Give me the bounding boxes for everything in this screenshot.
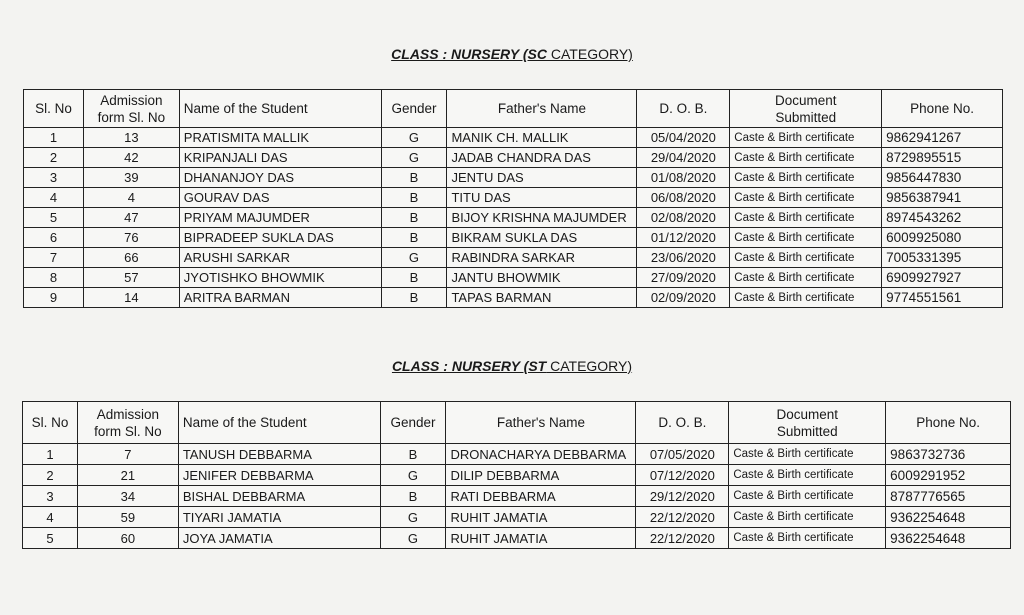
cell-student-name: PRATISMITA MALLIK <box>179 128 381 148</box>
cell-admission-no: 59 <box>77 507 178 528</box>
cell-admission-no: 34 <box>77 486 178 507</box>
cell-sl-no: 6 <box>24 228 84 248</box>
table-row <box>24 268 1003 288</box>
cell-document: Caste & Birth certificate <box>730 128 882 148</box>
header-dob: D. O. B. <box>637 90 730 128</box>
cell-sl-no: 7 <box>24 248 84 268</box>
cell-gender: B <box>380 486 446 507</box>
st-title-category: CATEGORY) <box>546 358 633 374</box>
cell-sl-no: 2 <box>23 465 78 486</box>
cell-father-name: MANIK CH. MALLIK <box>447 128 637 148</box>
header-document: Document Submitted <box>730 90 882 128</box>
cell-gender: G <box>381 148 447 168</box>
cell-student-name: ARUSHI SARKAR <box>179 248 381 268</box>
sc-table-body <box>24 128 1003 308</box>
cell-phone: 9856447830 <box>882 168 1003 188</box>
cell-student-name: BISHAL DEBBARMA <box>178 486 380 507</box>
cell-father-name: RUHIT JAMATIA <box>446 507 636 528</box>
cell-gender: G <box>381 248 447 268</box>
cell-phone: 9856387941 <box>882 188 1003 208</box>
cell-father-name: JADAB CHANDRA DAS <box>447 148 637 168</box>
header-student-name: Name of the Student <box>179 90 381 128</box>
cell-document: Caste & Birth certificate <box>730 228 882 248</box>
cell-father-name: RABINDRA SARKAR <box>447 248 637 268</box>
header-gender: Gender <box>381 90 447 128</box>
cell-dob: 29/04/2020 <box>637 148 730 168</box>
cell-father-name: TITU DAS <box>447 188 637 208</box>
cell-phone: 8787776565 <box>886 486 1011 507</box>
cell-father-name: TAPAS BARMAN <box>447 288 637 308</box>
cell-father-name: RUHIT JAMATIA <box>446 528 636 549</box>
st-student-table <box>22 401 1011 549</box>
table-row <box>24 148 1003 168</box>
cell-gender: B <box>381 288 447 308</box>
cell-document: Caste & Birth certificate <box>729 528 886 549</box>
cell-student-name: JYOTISHKO BHOWMIK <box>179 268 381 288</box>
table-row <box>24 168 1003 188</box>
cell-student-name: TIYARI JAMATIA <box>178 507 380 528</box>
cell-phone: 7005331395 <box>882 248 1003 268</box>
cell-student-name: BIPRADEEP SUKLA DAS <box>179 228 381 248</box>
table-row <box>23 486 1011 507</box>
table-row <box>24 248 1003 268</box>
header-sl-no: Sl. No <box>24 90 84 128</box>
cell-sl-no: 5 <box>23 528 78 549</box>
cell-father-name: DILIP DEBBARMA <box>446 465 636 486</box>
header-document: Document Submitted <box>729 402 886 444</box>
cell-document: Caste & Birth certificate <box>729 444 886 465</box>
cell-document: Caste & Birth certificate <box>729 465 886 486</box>
cell-phone: 9362254648 <box>886 528 1011 549</box>
cell-gender: G <box>381 128 447 148</box>
cell-phone: 6009925080 <box>882 228 1003 248</box>
cell-student-name: ARITRA BARMAN <box>179 288 381 308</box>
cell-sl-no: 5 <box>24 208 84 228</box>
cell-phone: 9863732736 <box>886 444 1011 465</box>
cell-dob: 06/08/2020 <box>637 188 730 208</box>
table-row <box>23 444 1011 465</box>
header-phone: Phone No. <box>886 402 1011 444</box>
cell-student-name: JENIFER DEBBARMA <box>178 465 380 486</box>
cell-dob: 02/09/2020 <box>637 288 730 308</box>
table-row <box>23 528 1011 549</box>
cell-admission-no: 57 <box>83 268 179 288</box>
header-student-name: Name of the Student <box>178 402 380 444</box>
cell-sl-no: 4 <box>23 507 78 528</box>
cell-father-name: JENTU DAS <box>447 168 637 188</box>
cell-admission-no: 39 <box>83 168 179 188</box>
cell-document: Caste & Birth certificate <box>729 486 886 507</box>
header-sl-no: Sl. No <box>23 402 78 444</box>
cell-document: Caste & Birth certificate <box>730 288 882 308</box>
header-father-name: Father's Name <box>446 402 636 444</box>
cell-student-name: TANUSH DEBBARMA <box>178 444 380 465</box>
cell-father-name: RATI DEBBARMA <box>446 486 636 507</box>
cell-phone: 6009291952 <box>886 465 1011 486</box>
cell-dob: 07/05/2020 <box>636 444 729 465</box>
cell-father-name: BIKRAM SUKLA DAS <box>447 228 637 248</box>
cell-dob: 02/08/2020 <box>637 208 730 228</box>
st-table-body <box>23 444 1011 549</box>
table-row <box>23 465 1011 486</box>
cell-document: Caste & Birth certificate <box>730 188 882 208</box>
table-row <box>24 128 1003 148</box>
header-phone: Phone No. <box>882 90 1003 128</box>
cell-father-name: DRONACHARYA DEBBARMA <box>446 444 636 465</box>
cell-dob: 01/12/2020 <box>637 228 730 248</box>
table-row <box>24 188 1003 208</box>
cell-document: Caste & Birth certificate <box>730 248 882 268</box>
cell-admission-no: 14 <box>83 288 179 308</box>
table-row <box>24 208 1003 228</box>
st-section-title <box>0 358 1024 374</box>
cell-gender: B <box>381 168 447 188</box>
cell-sl-no: 4 <box>24 188 84 208</box>
table-row <box>24 228 1003 248</box>
cell-phone: 6909927927 <box>882 268 1003 288</box>
sc-student-table <box>23 89 1003 308</box>
cell-phone: 9862941267 <box>882 128 1003 148</box>
cell-sl-no: 3 <box>24 168 84 188</box>
cell-phone: 8729895515 <box>882 148 1003 168</box>
cell-student-name: GOURAV DAS <box>179 188 381 208</box>
header-admission-form: Admission form Sl. No <box>77 402 178 444</box>
st-header-row <box>23 402 1011 444</box>
cell-gender: B <box>380 444 446 465</box>
cell-dob: 23/06/2020 <box>637 248 730 268</box>
cell-admission-no: 7 <box>77 444 178 465</box>
cell-gender: B <box>381 268 447 288</box>
cell-student-name: JOYA JAMATIA <box>178 528 380 549</box>
cell-sl-no: 2 <box>24 148 84 168</box>
cell-gender: G <box>380 528 446 549</box>
cell-document: Caste & Birth certificate <box>729 507 886 528</box>
cell-document: Caste & Birth certificate <box>730 148 882 168</box>
cell-sl-no: 1 <box>24 128 84 148</box>
cell-dob: 22/12/2020 <box>636 528 729 549</box>
cell-gender: B <box>381 188 447 208</box>
cell-student-name: PRIYAM MAJUMDER <box>179 208 381 228</box>
cell-sl-no: 3 <box>23 486 78 507</box>
cell-phone: 9774551561 <box>882 288 1003 308</box>
cell-document: Caste & Birth certificate <box>730 268 882 288</box>
cell-document: Caste & Birth certificate <box>730 168 882 188</box>
cell-dob: 27/09/2020 <box>637 268 730 288</box>
cell-admission-no: 66 <box>83 248 179 268</box>
header-admission-form: Admission form Sl. No <box>83 90 179 128</box>
sc-section-title <box>0 46 1024 62</box>
cell-gender: G <box>380 465 446 486</box>
cell-admission-no: 60 <box>77 528 178 549</box>
cell-admission-no: 42 <box>83 148 179 168</box>
cell-dob: 07/12/2020 <box>636 465 729 486</box>
header-dob: D. O. B. <box>636 402 729 444</box>
cell-dob: 29/12/2020 <box>636 486 729 507</box>
cell-sl-no: 8 <box>24 268 84 288</box>
sc-header-row <box>24 90 1003 128</box>
cell-admission-no: 21 <box>77 465 178 486</box>
cell-phone: 8974543262 <box>882 208 1003 228</box>
header-father-name: Father's Name <box>447 90 637 128</box>
cell-dob: 22/12/2020 <box>636 507 729 528</box>
cell-phone: 9362254648 <box>886 507 1011 528</box>
cell-admission-no: 4 <box>83 188 179 208</box>
st-title-class: CLASS : NURSERY (ST <box>391 358 547 374</box>
cell-admission-no: 13 <box>83 128 179 148</box>
cell-sl-no: 9 <box>24 288 84 308</box>
table-row <box>23 507 1011 528</box>
cell-dob: 05/04/2020 <box>637 128 730 148</box>
cell-dob: 01/08/2020 <box>637 168 730 188</box>
sc-title-category: CATEGORY) <box>547 46 633 62</box>
cell-document: Caste & Birth certificate <box>730 208 882 228</box>
cell-father-name: JANTU BHOWMIK <box>447 268 637 288</box>
cell-student-name: DHANANJOY DAS <box>179 168 381 188</box>
cell-student-name: KRIPANJALI DAS <box>179 148 381 168</box>
cell-gender: G <box>380 507 446 528</box>
cell-gender: B <box>381 228 447 248</box>
header-gender: Gender <box>380 402 446 444</box>
cell-father-name: BIJOY KRISHNA MAJUMDER <box>447 208 637 228</box>
sc-title-class: CLASS : NURSERY (SC <box>391 46 547 62</box>
table-row <box>24 288 1003 308</box>
cell-admission-no: 47 <box>83 208 179 228</box>
cell-gender: B <box>381 208 447 228</box>
cell-sl-no: 1 <box>23 444 78 465</box>
cell-admission-no: 76 <box>83 228 179 248</box>
